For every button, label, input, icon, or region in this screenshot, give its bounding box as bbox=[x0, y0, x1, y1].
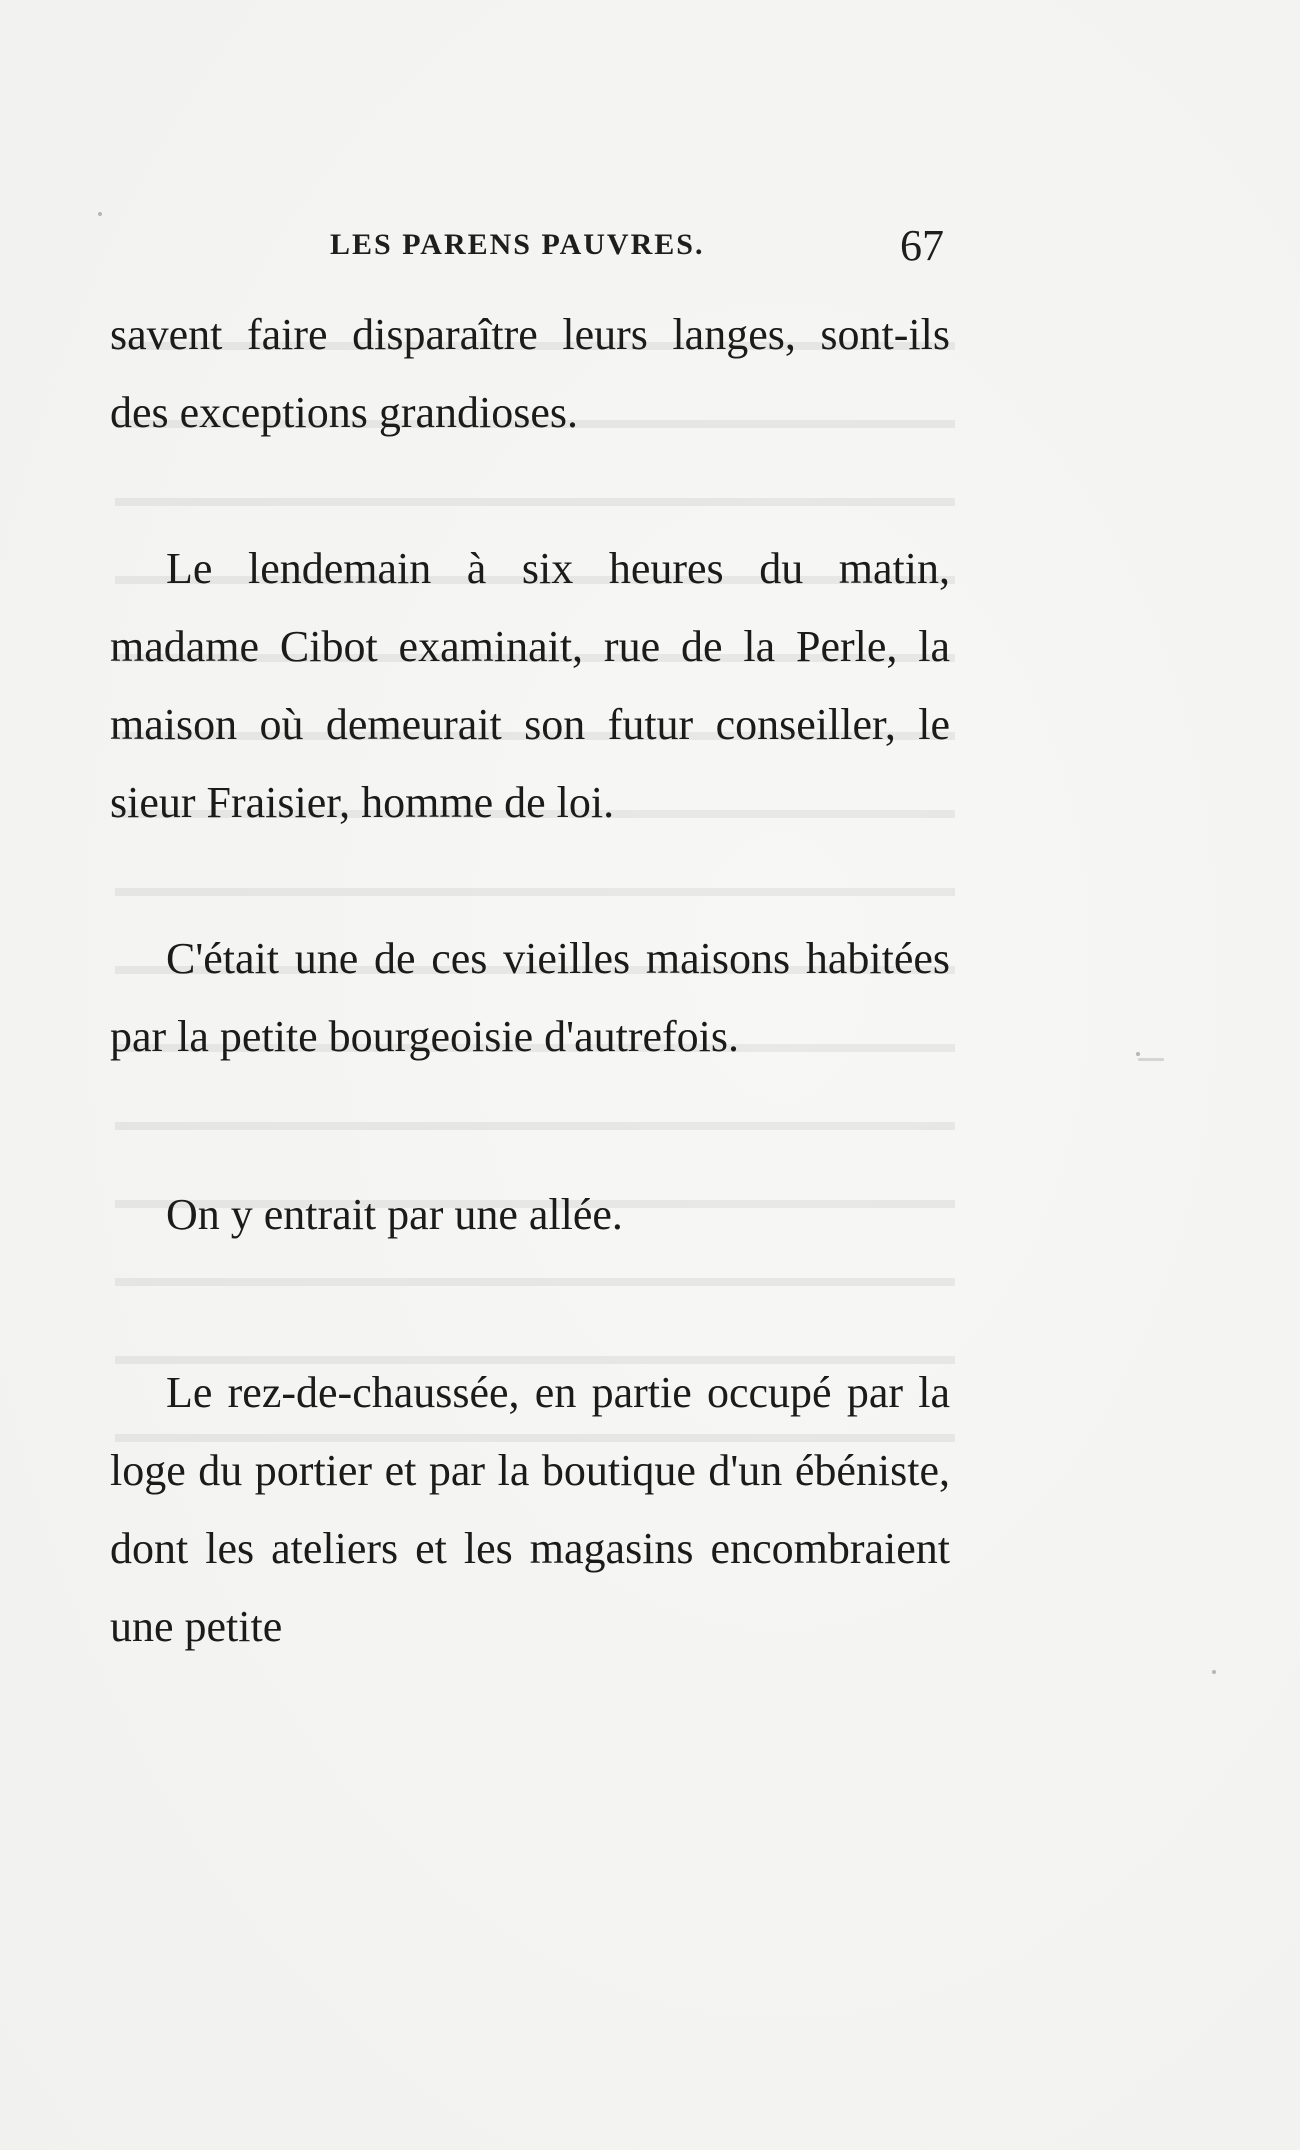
paper-mark bbox=[1138, 1058, 1164, 1061]
paper-speck bbox=[1136, 1052, 1140, 1056]
page-number: 67 bbox=[900, 221, 944, 270]
paragraph-3: C'était une de ces vieilles maisons habitées par la petite bourgeoisie d'autrefois. bbox=[110, 934, 950, 1061]
paper-speck bbox=[1212, 1670, 1216, 1674]
paragraph-spacer bbox=[110, 1076, 950, 1176]
running-head: LES PARENS PAUVRES. bbox=[330, 228, 705, 261]
paragraph-spacer bbox=[110, 452, 950, 530]
paragraph-5: Le rez-de-chaussée, en partie occupé par la loge du portier et par la boutique d'un ébéniste, dont les ateliers et les magasins encombraient une petite bbox=[110, 1368, 950, 1651]
body-text bbox=[110, 296, 950, 1666]
paragraph-4: On y entrait par une allée. bbox=[166, 1190, 623, 1239]
paragraph-2: Le lendemain à six heures du matin, madame Cibot examinait, rue de la Perle, la maison où demeurait son futur conseiller, le sieur Fraisier, homme de loi. bbox=[110, 544, 950, 827]
paragraph-spacer bbox=[110, 1254, 950, 1354]
paper-speck bbox=[98, 212, 102, 216]
paragraph-1: savent faire disparaître leurs langes, sont-ils des exceptions grandioses. bbox=[110, 310, 950, 437]
paragraph-spacer bbox=[110, 842, 950, 920]
